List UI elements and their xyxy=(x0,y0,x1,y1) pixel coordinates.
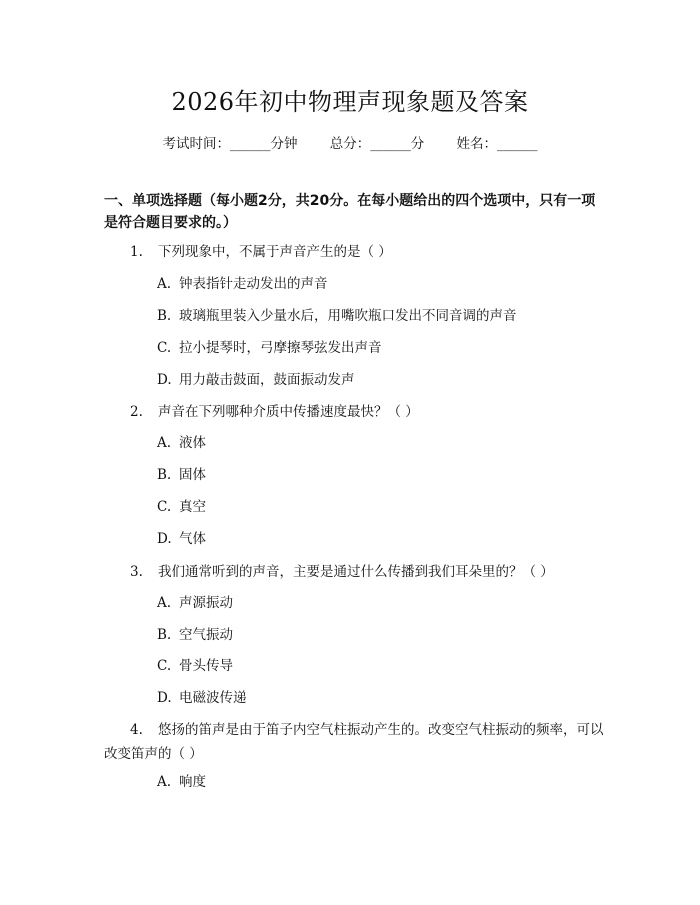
option-text: 用力敲击鼓面，鼓面振动发声 xyxy=(179,372,355,388)
option-text: 拉小提琴时，弓摩擦琴弦发出声音 xyxy=(179,340,382,356)
option-text: 骨头传导 xyxy=(179,658,233,674)
question-number: 4. xyxy=(130,722,143,738)
option-2b xyxy=(157,463,206,487)
option-letter: C. xyxy=(157,499,172,515)
question-number: 1. xyxy=(130,244,143,260)
option-text: 玻璃瓶里装入少量水后，用嘴吹瓶口发出不同音调的声音 xyxy=(179,308,517,324)
option-text: 液体 xyxy=(179,435,206,451)
option-letter: B. xyxy=(157,467,172,483)
question-3 xyxy=(130,560,554,584)
option-text: 电磁波传递 xyxy=(179,690,247,706)
option-letter: A. xyxy=(157,595,172,611)
option-2a xyxy=(157,431,206,455)
option-letter: D. xyxy=(157,372,172,388)
option-letter: B. xyxy=(157,627,172,643)
option-letter: A. xyxy=(157,435,172,451)
option-text: 固体 xyxy=(179,467,206,483)
exam-info-line xyxy=(0,132,700,152)
option-text: 钟表指针走动发出的声音 xyxy=(179,276,328,292)
option-letter: A. xyxy=(157,276,172,292)
section-heading: 一、单项选择题（每小题2分，共20分。在每小题给出的四个选项中，只有一项是符合题目要求的。） xyxy=(104,193,596,231)
option-1a xyxy=(157,272,328,296)
question-stem: 我们通常听到的声音，主要是通过什么传播到我们耳朵里的？（ ） xyxy=(158,564,554,580)
question-number: 3. xyxy=(130,564,143,580)
option-3c xyxy=(157,654,233,678)
option-1b xyxy=(157,304,517,328)
option-2c xyxy=(157,495,206,519)
option-1d xyxy=(157,368,355,392)
total-score-field: 总分：______分 xyxy=(329,136,425,152)
option-text: 响度 xyxy=(179,774,206,790)
option-text: 真空 xyxy=(179,499,206,515)
question-4 xyxy=(104,718,604,766)
option-letter: D. xyxy=(157,690,172,706)
question-stem: 声音在下列哪种介质中传播速度最快？（ ） xyxy=(158,404,419,420)
option-3d xyxy=(157,686,247,710)
option-3a xyxy=(157,591,233,615)
exam-time-field: 考试时间：______分钟 xyxy=(162,136,298,152)
option-letter: B. xyxy=(157,308,172,324)
option-letter: A. xyxy=(157,774,172,790)
question-number: 2. xyxy=(130,404,143,420)
option-letter: D. xyxy=(157,531,172,547)
name-field: 姓名：______ xyxy=(456,136,538,152)
option-letter: C. xyxy=(157,658,172,674)
option-3b xyxy=(157,623,233,647)
option-text: 空气振动 xyxy=(179,627,233,643)
question-stem: 悠扬的笛声是由于笛子内空气柱振动产生的。改变空气柱振动的频率，可以改变笛声的（ ） xyxy=(104,722,604,762)
option-letter: C. xyxy=(157,340,172,356)
option-1c xyxy=(157,336,382,360)
question-1 xyxy=(130,240,392,264)
option-text: 气体 xyxy=(179,531,206,547)
option-2d xyxy=(157,527,206,551)
question-stem: 下列现象中，不属于声音产生的是（ ） xyxy=(158,244,392,260)
question-2 xyxy=(130,400,419,424)
page-title: 2026年初中物理声现象题及答案 xyxy=(171,88,529,116)
option-4a xyxy=(157,770,206,794)
option-text: 声源振动 xyxy=(179,595,233,611)
